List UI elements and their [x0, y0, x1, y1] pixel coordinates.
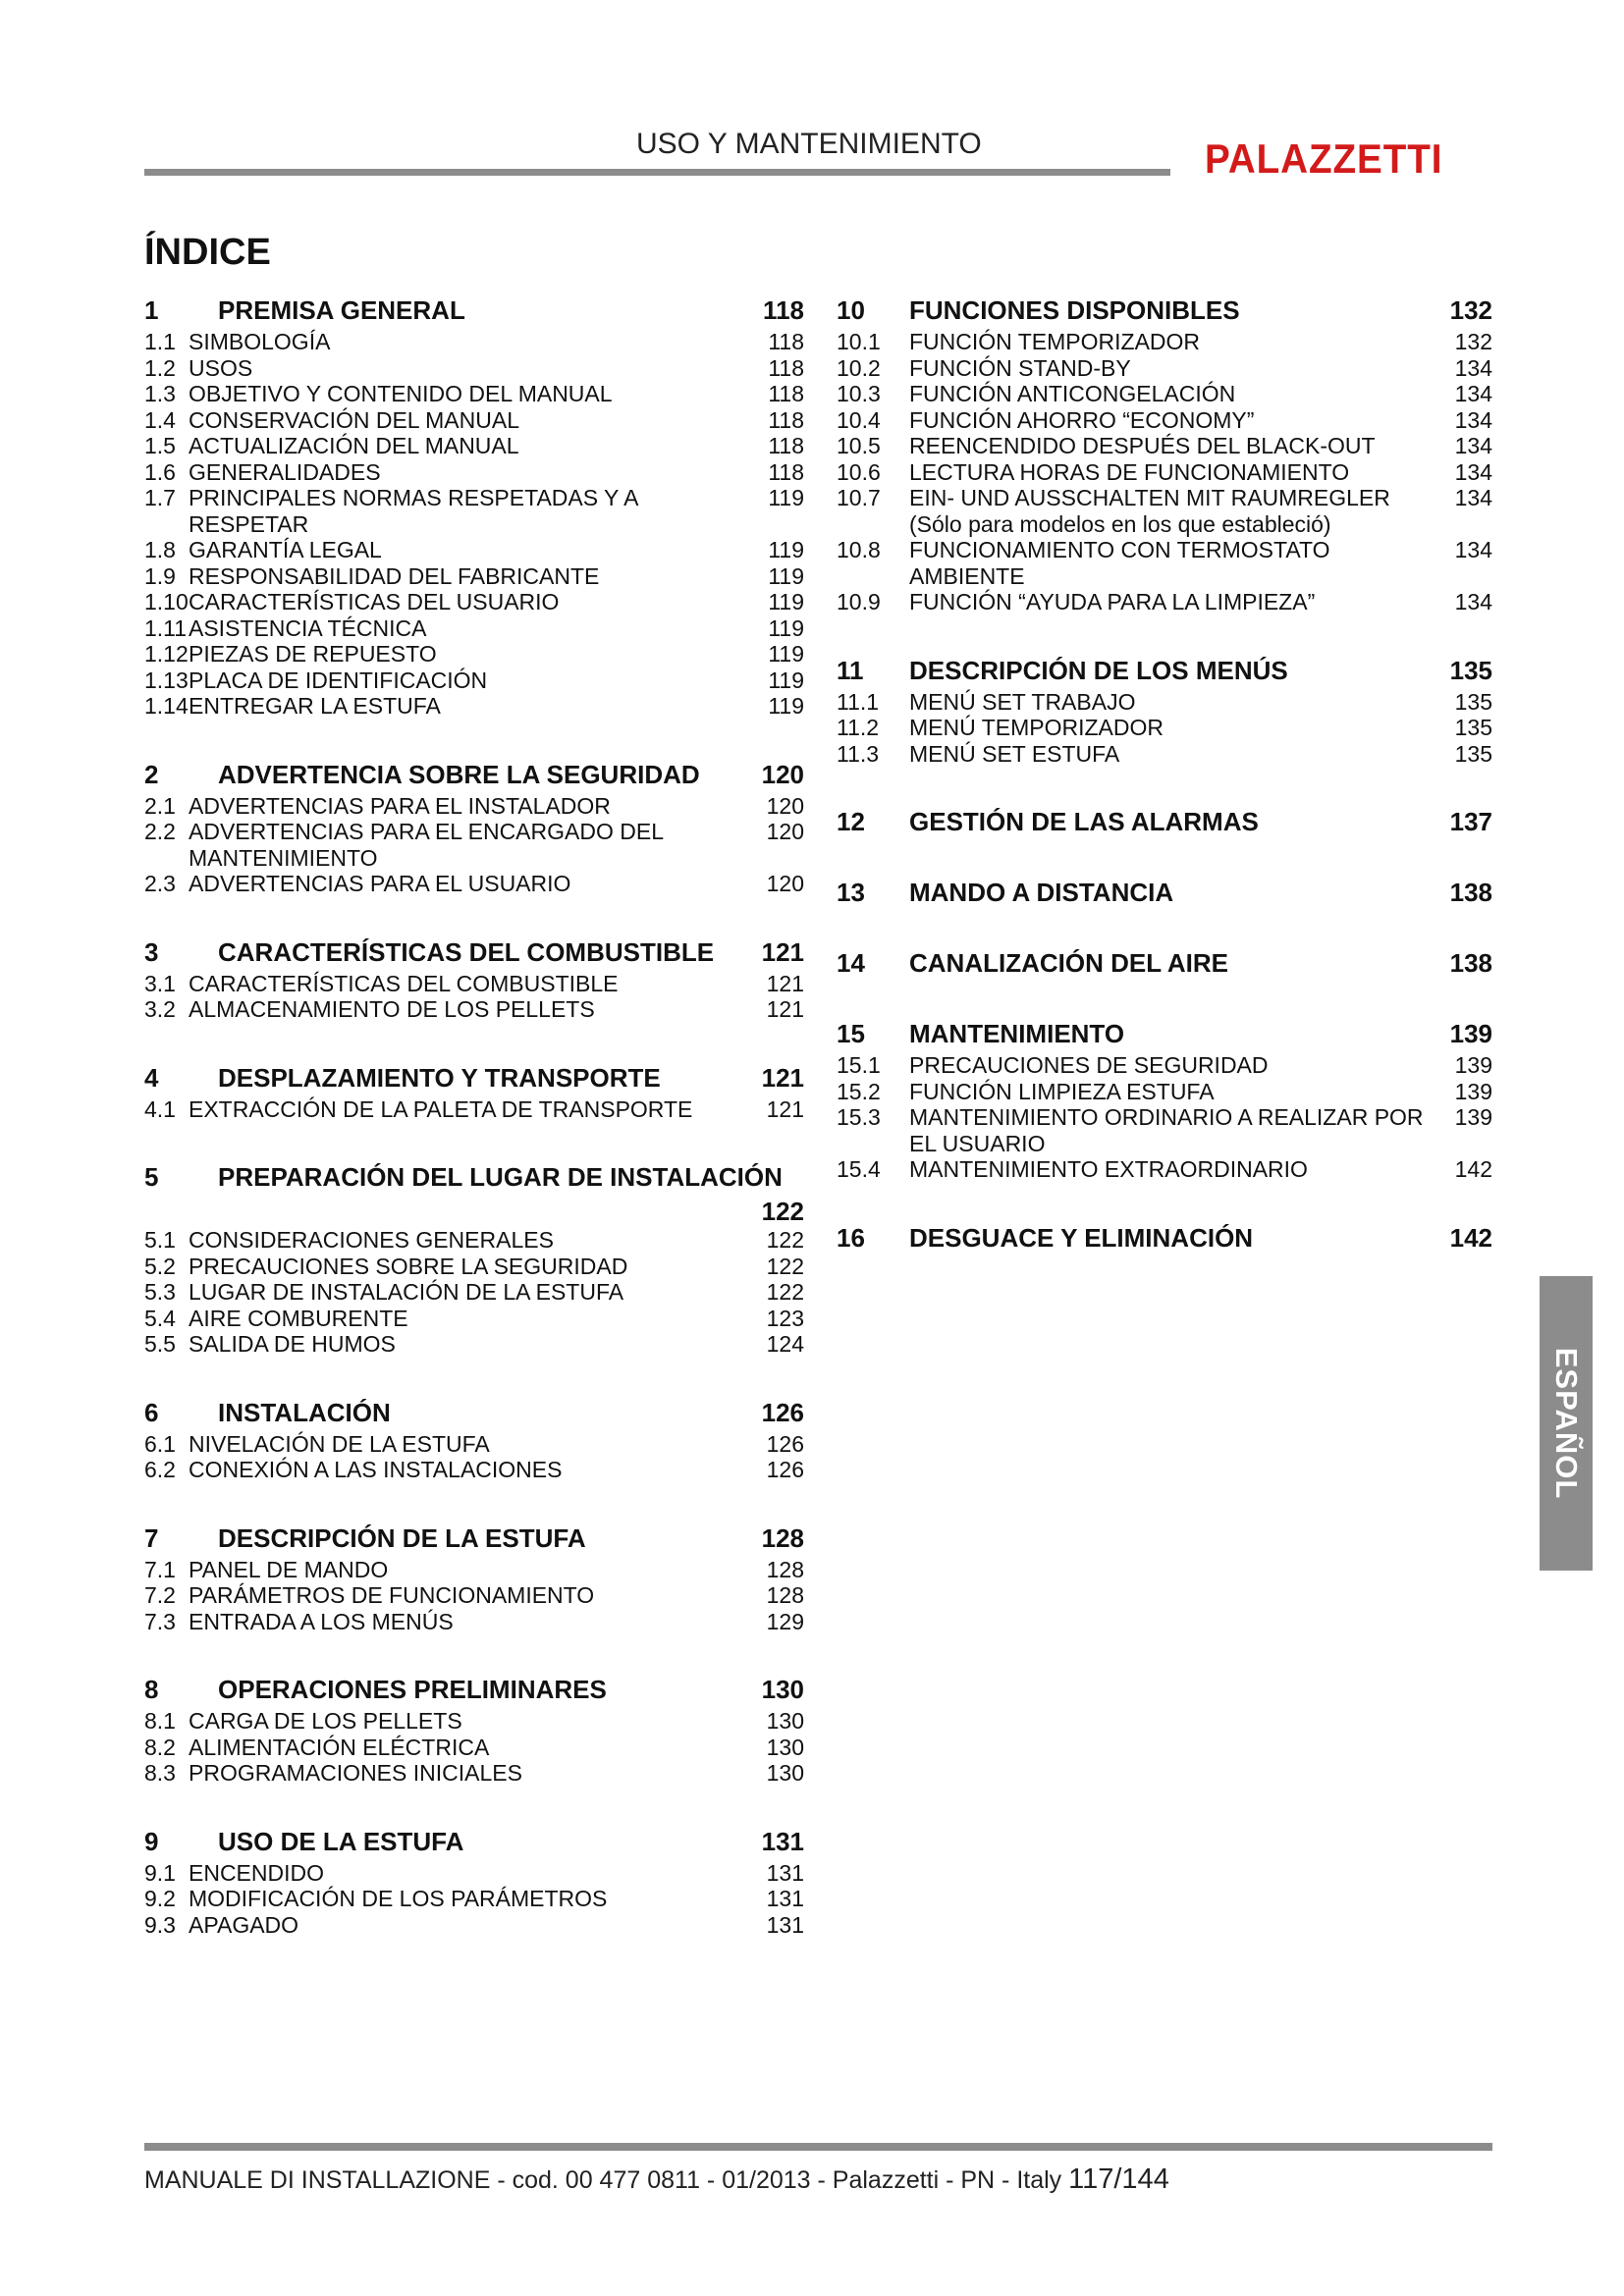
toc-entry[interactable] — [144, 871, 804, 897]
toc-section-number: 13 — [837, 878, 865, 907]
toc-entry-number: 10.2 — [837, 354, 881, 381]
toc-entry-title: FUNCIÓN “AYUDA PARA LA LIMPIEZA” — [909, 589, 1316, 614]
toc-entry-page: 134 — [1454, 406, 1492, 433]
toc-entry-number: 10.5 — [837, 433, 881, 458]
toc-entry-page: 118 — [768, 406, 804, 433]
toc-entry-title: FUNCIÓN ANTICONGELACIÓN — [909, 381, 1236, 406]
toc-entry[interactable] — [837, 589, 1492, 615]
toc-entry-title: PLACA DE IDENTIFICACIÓN — [189, 667, 488, 693]
toc-section — [144, 294, 804, 720]
toc-section-page: 139 — [1449, 1019, 1492, 1048]
toc-section — [144, 1161, 804, 1358]
toc-entry-number: 1.11 — [144, 614, 188, 641]
toc-entry-page: 121 — [766, 970, 804, 996]
toc-entry[interactable] — [837, 355, 1492, 382]
toc-entry[interactable] — [837, 329, 1492, 355]
toc-section-title: MANDO A DISTANCIA — [909, 878, 1174, 907]
toc-section-title: PREMISA GENERAL — [218, 295, 465, 325]
toc-section-number: 4 — [144, 1062, 159, 1093]
toc-entry-page: 132 — [1454, 329, 1492, 354]
toc-section-number: 14 — [837, 948, 865, 978]
toc-entry-title: SALIDA DE HUMOS — [189, 1331, 396, 1357]
toc-entry-page: 124 — [766, 1331, 804, 1357]
toc-entry[interactable] — [144, 459, 804, 486]
toc-section-title: DESCRIPCIÓN DE LA ESTUFA — [218, 1522, 586, 1553]
toc-section-page: 138 — [1449, 878, 1492, 907]
toc-section — [144, 936, 804, 1023]
toc-entry[interactable] — [144, 407, 804, 434]
toc-entry-number: 1.13 — [144, 667, 189, 693]
toc-section-page: 126 — [761, 1397, 804, 1427]
toc-section — [837, 877, 1492, 908]
toc-section — [144, 1674, 804, 1787]
toc-entry-number: 15.4 — [837, 1156, 881, 1182]
toc-entry[interactable] — [144, 1431, 804, 1458]
toc-entry-number: 10.6 — [837, 458, 881, 485]
toc-section-heading[interactable] — [837, 1222, 1492, 1254]
toc-section-heading[interactable] — [837, 806, 1492, 837]
toc-entry[interactable] — [837, 715, 1492, 741]
toc-entry-title: PRECAUCIONES DE SEGURIDAD — [909, 1052, 1269, 1078]
toc-entry-page: 134 — [1454, 458, 1492, 485]
toc-entry-title: GARANTÍA LEGAL — [189, 537, 382, 562]
toc-entry-title: CARACTERÍSTICAS DEL USUARIO — [189, 589, 560, 614]
toc-entry-page: 134 — [1454, 381, 1492, 406]
toc-entry-page: 120 — [766, 819, 804, 844]
toc-entry-title: CARACTERÍSTICAS DEL COMBUSTIBLE — [189, 970, 619, 996]
toc-entry[interactable] — [144, 433, 804, 459]
toc-entry-title: MENÚ SET ESTUFA — [909, 740, 1120, 767]
toc-entry-title: ENTREGAR LA ESTUFA — [189, 693, 441, 719]
toc-entry-title: USOS — [189, 354, 253, 381]
toc-section-number: 1 — [144, 295, 159, 325]
toc-entry-title: ADVERTENCIAS PARA EL ENCARGADO DEL MANTENIMIENTO — [189, 819, 664, 871]
toc-entry[interactable] — [144, 1457, 804, 1483]
toc-entry-page: 131 — [766, 1911, 804, 1938]
toc-section-title: CANALIZACIÓN DEL AIRE — [909, 948, 1228, 978]
toc-entry-page: 119 — [768, 537, 804, 562]
toc-section-number: 11 — [837, 655, 864, 685]
toc-entry-number: 5.3 — [144, 1279, 176, 1305]
footer-page-number: 117/144 — [1068, 2163, 1169, 2195]
toc-entry-number: 1.9 — [144, 562, 176, 589]
toc-entry[interactable] — [144, 819, 804, 871]
toc-entry-page: 130 — [766, 1760, 804, 1786]
toc-entry-title: LUGAR DE INSTALACIÓN DE LA ESTUFA — [189, 1279, 624, 1305]
toc-entry[interactable] — [837, 1156, 1492, 1183]
toc-entry-page: 134 — [1454, 537, 1492, 562]
toc-entry-number: 15.1 — [837, 1052, 881, 1078]
toc-entry[interactable] — [837, 485, 1492, 537]
toc-entry-number: 1.14 — [144, 693, 189, 719]
toc-entry-title: ADVERTENCIAS PARA EL USUARIO — [189, 871, 571, 896]
toc-entry[interactable] — [144, 589, 804, 615]
toc-section-heading[interactable] — [144, 1397, 804, 1428]
toc-section-title: DESCRIPCIÓN DE LOS MENÚS — [909, 655, 1288, 685]
toc-section-number: 9 — [144, 1826, 159, 1856]
page-heading: ÍNDICE — [144, 232, 271, 273]
toc-entry-page: 120 — [766, 871, 804, 896]
footer — [144, 2163, 1169, 2196]
toc-entry-number: 10.8 — [837, 537, 881, 562]
toc-entry-page: 139 — [1454, 1078, 1492, 1104]
toc-entry-title: MANTENIMIENTO EXTRAORDINARIO — [909, 1156, 1308, 1182]
toc-entry-title: APAGADO — [189, 1911, 299, 1938]
toc-entry[interactable] — [144, 537, 804, 563]
toc-entry-number: 9.1 — [144, 1859, 176, 1886]
toc-section — [144, 1397, 804, 1483]
toc-entry-page: 134 — [1454, 354, 1492, 381]
toc-entry-number: 9.2 — [144, 1886, 176, 1911]
toc-section-number: 5 — [144, 1162, 159, 1192]
toc-entry[interactable] — [837, 407, 1492, 434]
toc-entry-page: 134 — [1454, 485, 1492, 510]
toc-entry[interactable] — [144, 1227, 804, 1254]
toc-entry[interactable] — [144, 1860, 804, 1887]
toc-entry-page: 139 — [1454, 1052, 1492, 1078]
toc-section-page: 128 — [761, 1522, 804, 1553]
toc-entry-page: 135 — [1454, 740, 1492, 767]
toc-entry-page: 135 — [1454, 715, 1492, 740]
toc-entry-title: FUNCIÓN LIMPIEZA ESTUFA — [909, 1078, 1215, 1104]
toc-section-title: PREPARACIÓN DEL LUGAR DE INSTALACIÓN — [218, 1162, 783, 1192]
toc-entry-number: 1.7 — [144, 485, 176, 510]
toc-entry[interactable] — [837, 1104, 1492, 1156]
toc-section-page: 130 — [761, 1675, 804, 1704]
toc-entry-number: 10.4 — [837, 406, 881, 433]
toc-entry-page: 122 — [766, 1253, 804, 1279]
toc-section-page: 121 — [761, 1062, 804, 1093]
toc-entry-page: 119 — [768, 614, 804, 641]
toc-section — [837, 947, 1492, 979]
toc-entry-title: PIEZAS DE REPUESTO — [189, 641, 437, 667]
toc-section-page: 120 — [761, 759, 804, 789]
toc-entry-page: 121 — [766, 1095, 804, 1122]
toc-entry[interactable] — [144, 1708, 804, 1735]
toc-entry-page: 128 — [766, 1556, 804, 1582]
toc-section-number: 3 — [144, 936, 159, 967]
toc-entry-number: 1.6 — [144, 458, 176, 485]
toc-section-title: DESPLAZAMIENTO Y TRANSPORTE — [218, 1062, 661, 1093]
toc-entry-title: ADVERTENCIAS PARA EL INSTALADOR — [189, 792, 611, 819]
toc-entry[interactable] — [144, 793, 804, 820]
toc-entry-title: PROGRAMACIONES INICIALES — [189, 1760, 522, 1786]
toc-entry-page: 120 — [766, 792, 804, 819]
toc-entry-page: 135 — [1454, 688, 1492, 715]
toc-entry[interactable] — [144, 329, 804, 355]
toc-entry-number: 2.2 — [144, 819, 176, 844]
toc-entry-number: 8.2 — [144, 1734, 176, 1760]
toc-entry-title: ASISTENCIA TÉCNICA — [189, 614, 427, 641]
toc-entry-number: 11.1 — [837, 688, 880, 715]
toc-entry-title: FUNCIÓN TEMPORIZADOR — [909, 329, 1201, 354]
toc-entry[interactable] — [144, 996, 804, 1023]
toc-entry-page: 134 — [1454, 589, 1492, 614]
toc-entry-page: 139 — [1454, 1104, 1492, 1130]
toc-section — [837, 294, 1492, 615]
footer-rule — [144, 2143, 1492, 2151]
toc-section — [837, 1018, 1492, 1183]
toc-entry-number: 1.5 — [144, 433, 176, 458]
toc-entry-number: 7.1 — [144, 1556, 176, 1582]
toc-section-heading[interactable] — [144, 294, 804, 326]
toc-section-heading[interactable] — [144, 1674, 804, 1705]
toc-section-heading[interactable] — [144, 759, 804, 790]
toc-entry[interactable] — [144, 1557, 804, 1583]
toc-entry[interactable] — [144, 1306, 804, 1332]
toc-entry-title: EIN- UND AUSSCHALTEN MIT RAUMREGLER (Sólo para modelos en los que estableció) — [909, 485, 1390, 537]
toc-entry-title: FUNCIÓN AHORRO “ECONOMY” — [909, 406, 1255, 433]
toc-entry-title: CONSERVACIÓN DEL MANUAL — [189, 406, 519, 433]
toc-entry-number: 6.1 — [144, 1430, 176, 1457]
toc-entry[interactable] — [144, 485, 804, 537]
toc-section-page: 137 — [1449, 807, 1492, 836]
toc-entry[interactable] — [144, 641, 804, 667]
toc-section-title: OPERACIONES PRELIMINARES — [218, 1675, 607, 1704]
toc-section — [837, 1222, 1492, 1254]
toc-entry-title: REENCENDIDO DESPUÉS DEL BLACK-OUT — [909, 433, 1376, 458]
language-tab-label: ESPAÑOL — [1549, 1347, 1584, 1500]
toc-entry-title: PARÁMETROS DE FUNCIONAMIENTO — [189, 1582, 595, 1608]
toc-entry-number: 4.1 — [144, 1095, 176, 1122]
toc-entry[interactable] — [144, 1735, 804, 1761]
toc-section-title: USO DE LA ESTUFA — [218, 1826, 464, 1856]
toc-entry-page: 118 — [768, 433, 804, 458]
toc-entry-number: 10.3 — [837, 381, 881, 406]
toc-entry-number: 1.8 — [144, 537, 176, 562]
header-rule — [144, 169, 1170, 176]
toc-entry-title: ENCENDIDO — [189, 1859, 325, 1886]
toc-entry-number: 1.10 — [144, 589, 189, 614]
toc-entry-page: 118 — [768, 354, 804, 381]
toc-entry-number: 3.1 — [144, 970, 176, 996]
toc-entry-page: 118 — [768, 329, 804, 354]
toc-section — [144, 1062, 804, 1123]
toc-section-number: 6 — [144, 1397, 159, 1427]
toc-section-heading[interactable] — [144, 1062, 804, 1094]
toc-section-heading[interactable] — [837, 655, 1492, 686]
toc-entry-title: CARGA DE LOS PELLETS — [189, 1708, 462, 1734]
toc-entry[interactable] — [837, 381, 1492, 407]
toc-entry-title: ENTRADA A LOS MENÚS — [189, 1608, 454, 1634]
toc-section-title: MANTENIMIENTO — [909, 1019, 1125, 1048]
toc-section-title: GESTIÓN DE LAS ALARMAS — [909, 807, 1259, 836]
toc-entry-title: MENÚ TEMPORIZADOR — [909, 715, 1164, 740]
toc-section-number: 15 — [837, 1019, 865, 1048]
toc-left-column — [144, 294, 804, 1977]
toc-entry-title: ACTUALIZACIÓN DEL MANUAL — [189, 433, 519, 458]
toc-entry-page: 119 — [768, 562, 804, 589]
toc-section-page: 118 — [763, 295, 804, 325]
toc-section-number: 10 — [837, 295, 865, 325]
toc-entry-number: 6.2 — [144, 1457, 176, 1482]
toc-section-page: 135 — [1449, 655, 1492, 685]
toc-entry-number: 11.2 — [837, 715, 880, 740]
toc-section-title: DESGUACE Y ELIMINACIÓN — [909, 1222, 1254, 1253]
toc-section-number: 8 — [144, 1675, 159, 1704]
toc-entry-title: GENERALIDADES — [189, 458, 381, 485]
toc-entry[interactable] — [144, 1912, 804, 1939]
toc-entry-number: 7.3 — [144, 1608, 176, 1634]
toc-entry-number: 1.4 — [144, 406, 176, 433]
toc-right-column — [837, 294, 1492, 1293]
toc-entry-page: 126 — [766, 1457, 804, 1482]
toc-entry[interactable] — [144, 1582, 804, 1609]
toc-entry-title: AIRE COMBURENTE — [189, 1305, 408, 1331]
toc-entry-title: ALMACENAMIENTO DE LOS PELLETS — [189, 996, 595, 1022]
toc-entry[interactable] — [837, 459, 1492, 486]
toc-entry-title: EXTRACCIÓN DE LA PALETA DE TRANSPORTE — [189, 1095, 693, 1122]
toc-section — [837, 655, 1492, 768]
toc-section-page: 132 — [1449, 295, 1492, 325]
toc-section-heading[interactable] — [837, 877, 1492, 908]
toc-section-heading[interactable] — [837, 1018, 1492, 1049]
toc-entry-page: 122 — [766, 1227, 804, 1253]
toc-entry-number: 5.2 — [144, 1253, 176, 1279]
toc-entry-number: 1.3 — [144, 381, 176, 406]
toc-entry-page: 130 — [766, 1708, 804, 1734]
toc-section-number: 7 — [144, 1522, 159, 1553]
toc-entry-page: 134 — [1454, 433, 1492, 458]
toc-entry-page: 128 — [766, 1582, 804, 1608]
toc-entry-title: CONEXIÓN A LAS INSTALACIONES — [189, 1457, 563, 1482]
toc-section — [837, 806, 1492, 837]
toc-entry[interactable] — [837, 689, 1492, 716]
toc-section — [144, 1522, 804, 1635]
toc-entry-number: 10.7 — [837, 485, 881, 510]
toc-entry-number: 9.3 — [144, 1911, 176, 1938]
toc-section-page: 142 — [1449, 1222, 1492, 1253]
toc-section — [144, 1826, 804, 1939]
toc-entry[interactable] — [144, 381, 804, 407]
toc-entry-page: 131 — [766, 1886, 804, 1911]
toc-section-heading[interactable] — [144, 936, 804, 968]
toc-entry-number: 5.1 — [144, 1227, 176, 1253]
toc-entry[interactable] — [144, 1096, 804, 1123]
brand-logo: PALAZZETTI — [1205, 135, 1443, 182]
toc-entry[interactable] — [144, 1331, 804, 1358]
toc-section-number: 2 — [144, 759, 159, 789]
toc-entry-title: RESPONSABILIDAD DEL FABRICANTE — [189, 562, 600, 589]
toc-section-heading[interactable] — [837, 294, 1492, 326]
toc-entry-title: MANTENIMIENTO ORDINARIO A REALIZAR POR EL USUARIO — [909, 1104, 1424, 1156]
toc-entry-title: NIVELACIÓN DE LA ESTUFA — [189, 1430, 490, 1457]
toc-section-number: 12 — [837, 807, 865, 836]
toc-entry-number: 5.5 — [144, 1331, 176, 1357]
toc-entry-page: 126 — [766, 1430, 804, 1457]
toc-entry[interactable] — [837, 537, 1492, 589]
toc-entry-page: 119 — [768, 693, 804, 719]
toc-entry-page: 119 — [768, 485, 804, 510]
toc-entry-page: 118 — [768, 381, 804, 406]
toc-entry-title: PRECAUCIONES SOBRE LA SEGURIDAD — [189, 1253, 628, 1279]
toc-entry[interactable] — [144, 1254, 804, 1280]
toc-entry-title: MODIFICACIÓN DE LOS PARÁMETROS — [189, 1886, 608, 1911]
toc-section-heading[interactable] — [144, 1826, 804, 1857]
toc-entry-page: 142 — [1454, 1156, 1492, 1182]
toc-section-title: CARACTERÍSTICAS DEL COMBUSTIBLE — [218, 936, 715, 967]
footer-text: MANUALE DI INSTALLAZIONE - cod. 00 477 0811 - 01/2013 - Palazzetti - PN - Italy — [144, 2166, 1062, 2194]
toc-entry[interactable] — [144, 1279, 804, 1306]
toc-entry-number: 15.3 — [837, 1104, 881, 1130]
toc-entry[interactable] — [144, 693, 804, 720]
toc-entry[interactable] — [144, 971, 804, 997]
toc-entry[interactable] — [837, 1052, 1492, 1079]
toc-entry[interactable] — [144, 355, 804, 382]
toc-entry-number: 3.2 — [144, 996, 176, 1022]
toc-entry[interactable] — [144, 1609, 804, 1635]
toc-entry-title: ALIMENTACIÓN ELÉCTRICA — [189, 1734, 490, 1760]
toc-entry-page: 119 — [768, 641, 804, 667]
toc-section-page: 138 — [1449, 948, 1492, 978]
toc-entry-number: 11.3 — [837, 740, 880, 767]
toc-entry-title: FUNCIÓN STAND-BY — [909, 354, 1131, 381]
toc-entry[interactable] — [144, 667, 804, 694]
toc-entry-number: 2.1 — [144, 792, 176, 819]
toc-entry-number: 8.1 — [144, 1708, 176, 1734]
toc-entry-title: PRINCIPALES NORMAS RESPETADAS Y A RESPETAR — [189, 485, 638, 537]
toc-entry-title: OBJETIVO Y CONTENIDO DEL MANUAL — [189, 381, 613, 406]
toc-section-heading[interactable] — [837, 947, 1492, 979]
toc-entry-number: 1.1 — [144, 329, 176, 354]
toc-entry-page: 131 — [766, 1859, 804, 1886]
toc-entry-number: 1.2 — [144, 354, 176, 381]
header-title: USO Y MANTENIMIENTO — [636, 128, 982, 160]
toc-entry[interactable] — [144, 615, 804, 642]
toc-entry-title: SIMBOLOGÍA — [189, 329, 331, 354]
toc-entry-number: 1.12 — [144, 641, 189, 667]
toc-entry-number: 15.2 — [837, 1078, 881, 1104]
toc-entry[interactable] — [144, 1760, 804, 1787]
toc-section-title: ADVERTENCIA SOBRE LA SEGURIDAD — [218, 759, 700, 789]
toc-entry-number: 10.1 — [837, 329, 881, 354]
toc-section-page: 122 — [761, 1197, 804, 1226]
toc-entry-page: 123 — [766, 1305, 804, 1331]
toc-entry-number: 2.3 — [144, 871, 176, 896]
toc-entry-page: 119 — [768, 589, 804, 614]
toc-entry-title: CONSIDERACIONES GENERALES — [189, 1227, 554, 1253]
toc-section-page: 131 — [761, 1826, 804, 1856]
toc-section-title: FUNCIONES DISPONIBLES — [909, 295, 1240, 325]
toc-entry-number: 7.2 — [144, 1582, 176, 1608]
toc-entry-page: 119 — [768, 667, 804, 693]
toc-section-page: 121 — [761, 936, 804, 967]
toc-entry-number: 10.9 — [837, 589, 881, 614]
toc-entry-title: FUNCIONAMIENTO CON TERMOSTATO AMBIENTE — [909, 537, 1330, 589]
toc-entry-page: 129 — [766, 1608, 804, 1634]
toc-entry-title: MENÚ SET TRABAJO — [909, 688, 1136, 715]
toc-entry-page: 122 — [766, 1279, 804, 1305]
toc-entry-title: LECTURA HORAS DE FUNCIONAMIENTO — [909, 458, 1350, 485]
toc-entry-number: 5.4 — [144, 1305, 176, 1331]
toc-entry[interactable] — [837, 741, 1492, 768]
toc-section-heading[interactable] — [144, 1161, 804, 1193]
toc-entry-page: 130 — [766, 1734, 804, 1760]
toc-entry-page: 118 — [768, 458, 804, 485]
toc-entry[interactable] — [837, 433, 1492, 459]
toc-entry[interactable] — [837, 1079, 1492, 1105]
toc-entry-title: PANEL DE MANDO — [189, 1556, 389, 1582]
toc-entry-page: 121 — [766, 996, 804, 1022]
toc-section-title: INSTALACIÓN — [218, 1397, 391, 1427]
toc-entry[interactable] — [144, 1886, 804, 1912]
toc-section — [144, 759, 804, 897]
toc-section-number: 16 — [837, 1222, 865, 1253]
toc-section-heading[interactable] — [144, 1522, 804, 1554]
toc-entry[interactable] — [144, 563, 804, 590]
toc-entry-number: 8.3 — [144, 1760, 176, 1786]
